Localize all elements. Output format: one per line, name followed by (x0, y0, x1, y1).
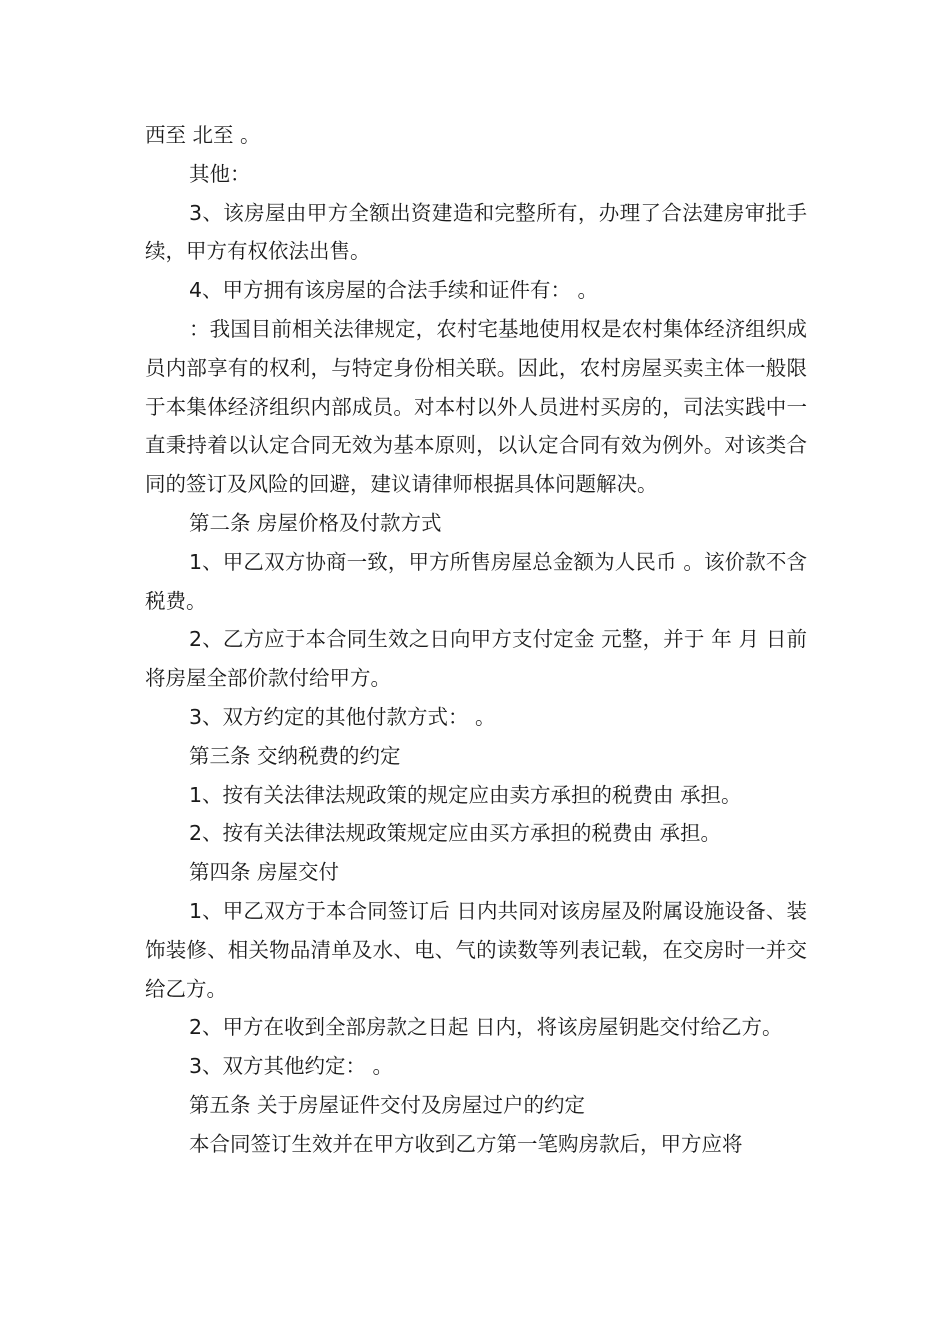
document-body (145, 116, 807, 1164)
paragraph-legal-note: ：我国目前相关法律规定，农村宅基地使用权是农村集体经济组织成员内部享有的权利，与特定身份相关联。因此，农村房屋买卖主体一般限于本集体经济组织内部成员。对本村以外人员进村买房的，司法实践中一直秉持着以认定合同无效为基本原则，以认定合同有效为例外。对该类合同的签订及风险的回避，建议请律师根据具体问题解决。 (145, 316, 807, 497)
paragraph-other-heading: 其他： (189, 161, 251, 186)
paragraph-clause-1-4: 4、甲方拥有该房屋的合法手续和证件有： 。 (189, 278, 599, 303)
paragraph-clause-2-3: 3、双方约定的其他付款方式： 。 (189, 704, 496, 729)
paragraph-clause-1-3: 3、该房屋由甲方全额出资建造和完整所有，办理了合法建房审批手续，甲方有权依法出售。 (145, 200, 807, 264)
paragraph-boundary-continuation: 西至 北至 。 (145, 123, 261, 147)
paragraph-clause-3-1: 1、按有关法律法规政策的规定应由卖方承担的税费由 承担。 (189, 782, 742, 807)
paragraph-clause-2-2: 2、乙方应于本合同生效之日向甲方支付定金 元整，并于 年 月 日前将房屋全部价款付给甲方。 (145, 627, 807, 691)
paragraph-clause-5-body: 本合同签订生效并在甲方收到乙方第一笔购房款后，甲方应将 (189, 1131, 743, 1156)
paragraph-clause-2-1: 1、甲乙双方协商一致，甲方所售房屋总金额为人民币 。该价款不含税费。 (145, 549, 807, 613)
article-4-heading: 第四条 房屋交付 (189, 860, 340, 885)
article-3-heading: 第三条 交纳税费的约定 (189, 743, 401, 768)
paragraph-clause-4-2: 2、甲方在收到全部房款之日起 日内，将该房屋钥匙交付给乙方。 (189, 1015, 783, 1040)
article-5-heading: 第五条 关于房屋证件交付及房屋过户的约定 (189, 1092, 586, 1117)
paragraph-clause-4-3: 3、双方其他约定： 。 (189, 1054, 394, 1079)
paragraph-clause-3-2: 2、按有关法律法规政策规定应由买方承担的税费由 承担。 (189, 821, 722, 846)
article-2-heading: 第二条 房屋价格及付款方式 (189, 510, 442, 535)
paragraph-clause-4-1: 1、甲乙双方于本合同签订后 日内共同对该房屋及附属设施设备、装饰装修、相关物品清单及水、电、气的读数等列表记载，在交房时一并交给乙方。 (145, 898, 807, 1001)
